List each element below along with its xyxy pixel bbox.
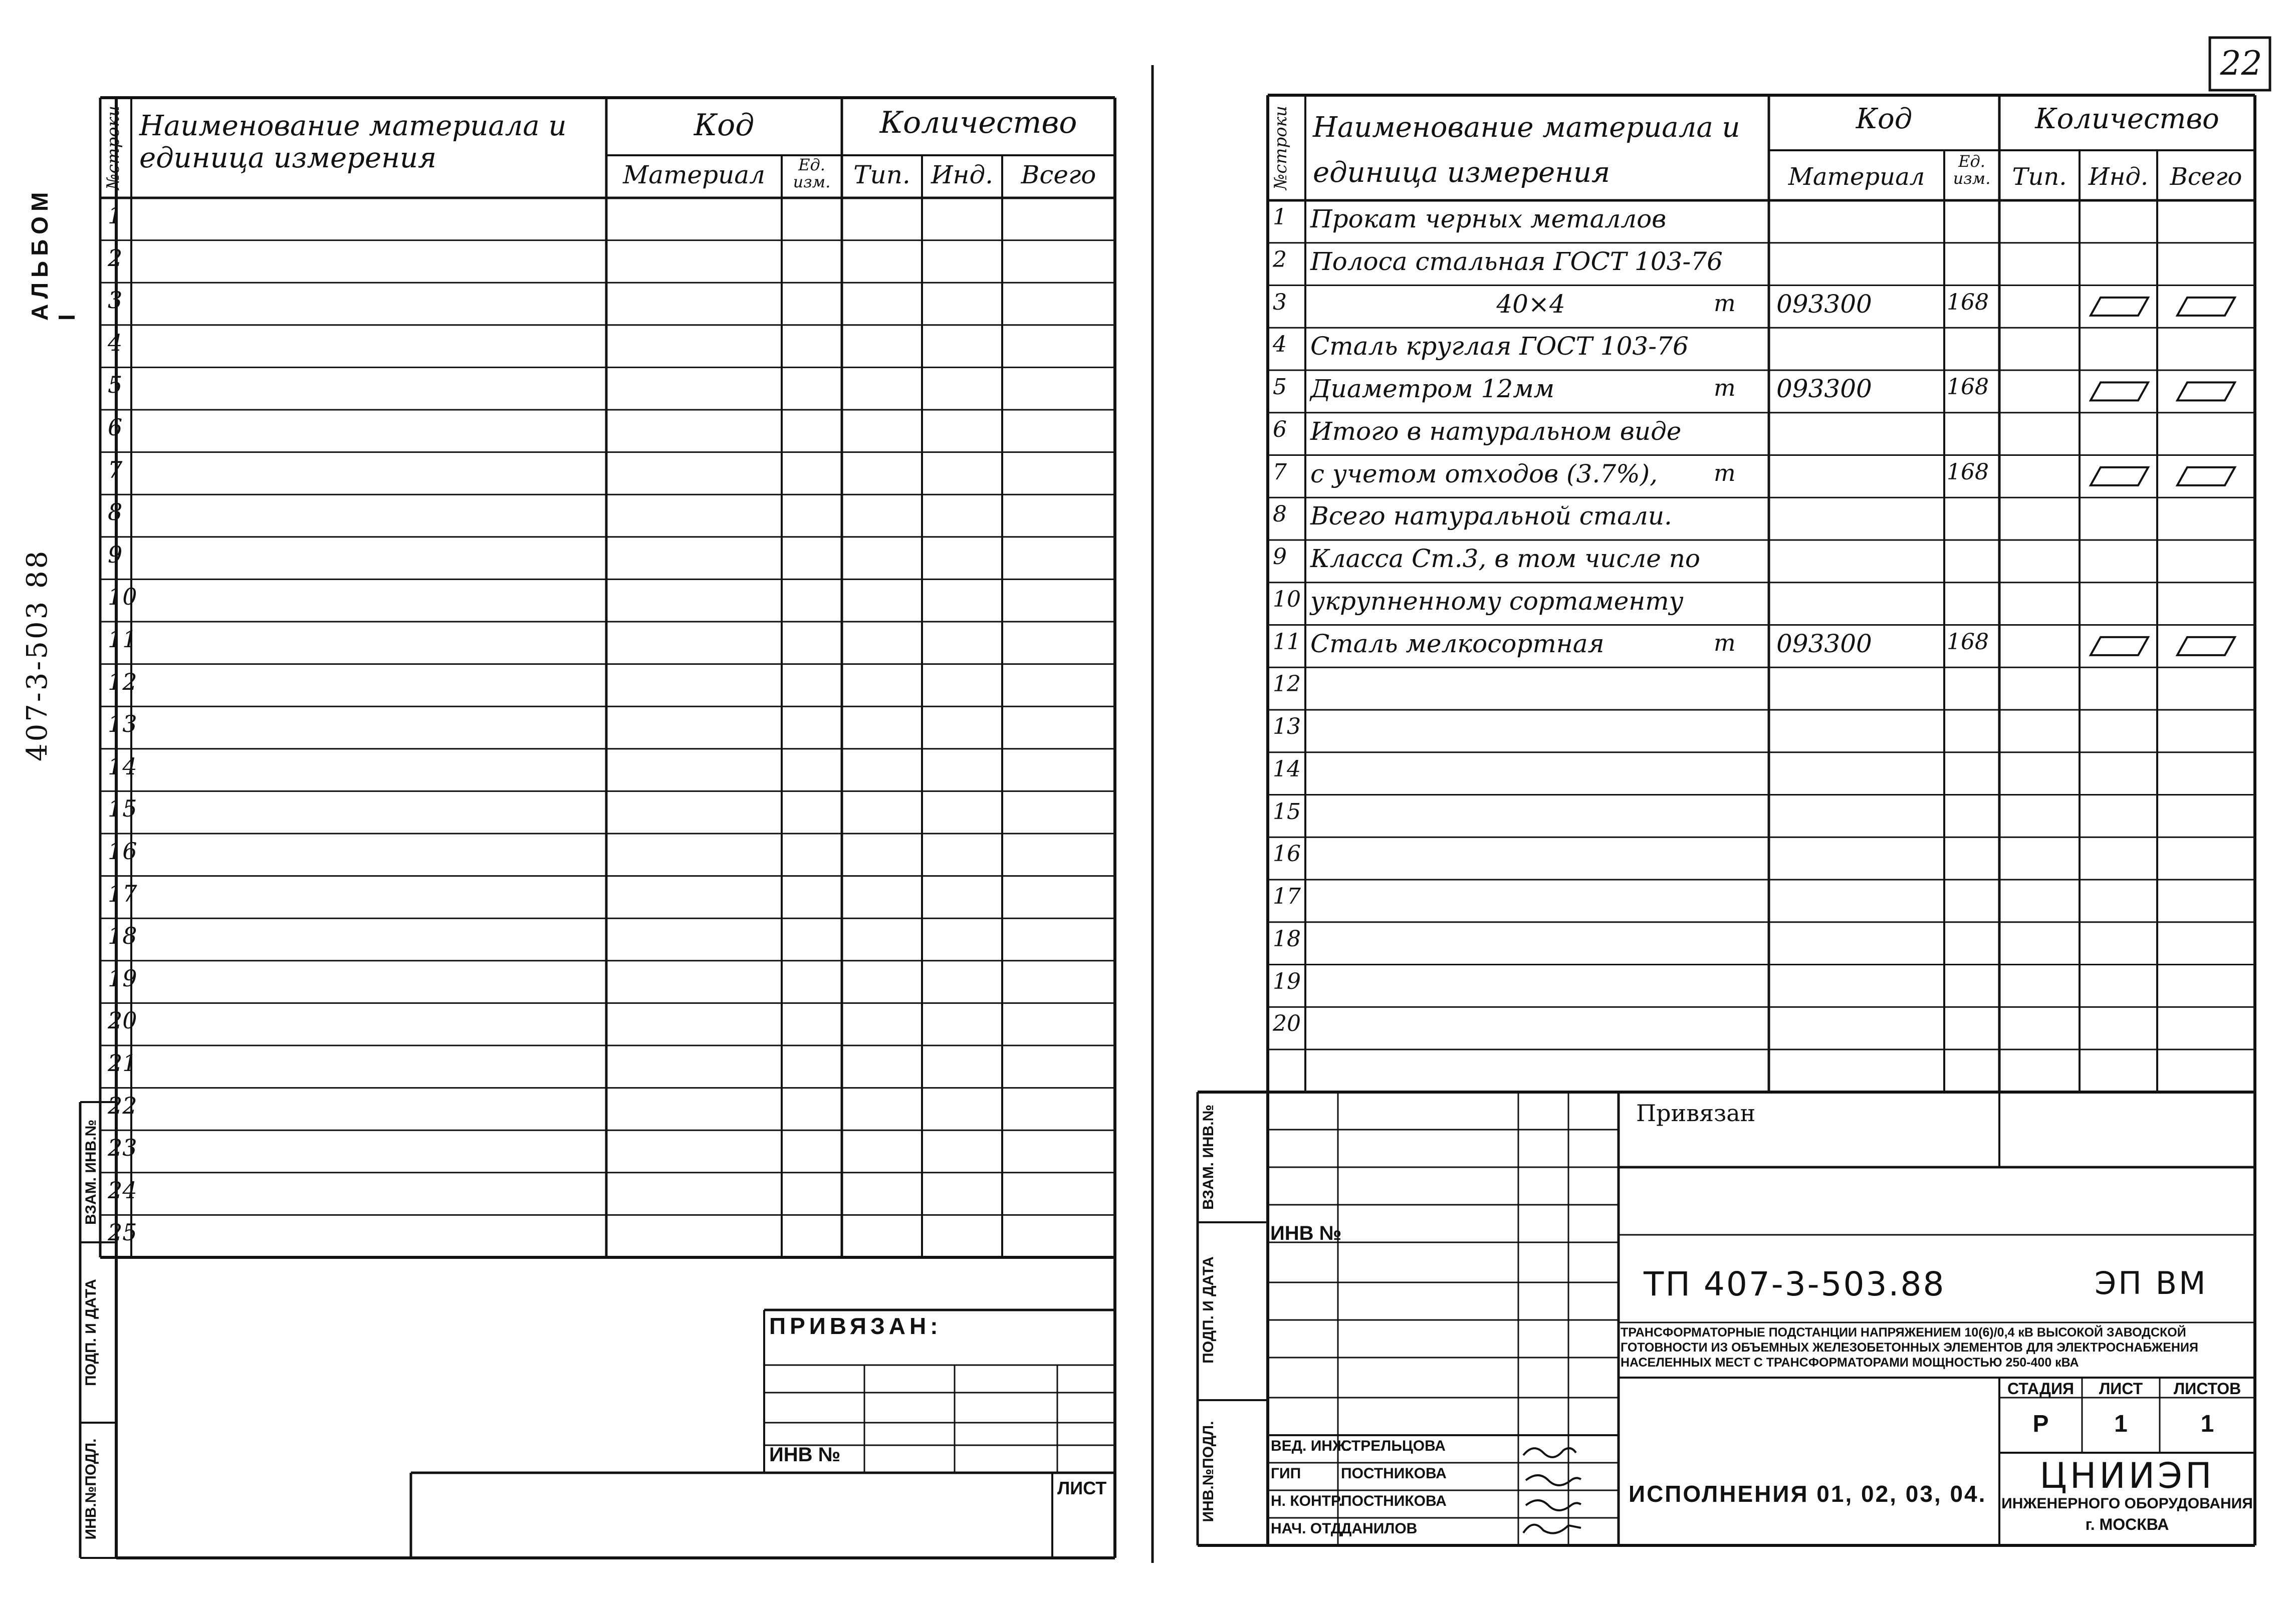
right-row-number: 7 [1273,459,1287,485]
title-stage: Р [2032,1411,2049,1437]
right-row-number: 12 [1273,671,1301,697]
right-row-material-code: 093300 [1776,374,1872,403]
left-row-number: 13 [108,710,137,738]
right-row-name: укрупненному сортаменту [1310,586,1684,616]
right-row-number: 3 [1273,289,1287,315]
right-row-number: 11 [1273,629,1301,655]
left-row-number: 14 [108,752,137,780]
right-row-name: Полоса стальная ГОСТ 103-76 [1310,246,1723,276]
title-sheets-label: ЛИСТОВ [2173,1380,2241,1398]
right-row-unit-code: 168 [1947,289,1989,315]
left-header-code: Код [694,108,755,143]
left-row-number: 24 [108,1176,137,1204]
right-row-number: 20 [1273,1011,1301,1037]
right-row-unit-symbol: т [1714,374,1736,401]
left-field-substitute-inv: ВЗАМ. ИНВ.№ [83,1119,99,1225]
left-header-ind: Инд. [931,160,994,189]
left-bound-label: ПРИВЯЗАН: [769,1313,942,1339]
title-versions: ИСПОЛНЕНИЯ 01, 02, 03, 04. [1629,1481,1987,1507]
right-row-name: 40×4 [1496,289,1565,319]
right-header-material: Материал [1788,163,1925,191]
title-sheet: 1 [2114,1411,2128,1437]
right-row-number: 2 [1273,246,1287,273]
right-header-total: Всего [2170,163,2242,191]
left-row-number: 25 [108,1219,137,1246]
left-row-number: 11 [108,626,137,653]
right-row-number: 1 [1273,204,1287,230]
right-row-unit-code: 168 [1947,374,1989,400]
left-header-name: Наименование материала и единица измерения [139,110,567,174]
right-row-material-code: 093300 [1776,289,1872,319]
title-org-sub: ИНЖЕНЕРНОГО ОБОРУДОВАНИЯ [2001,1495,2253,1512]
left-field-original-inv: ИНВ.№ПОДЛ. [83,1438,99,1540]
left-header-total: Всего [1021,160,1096,189]
right-row-number: 9 [1273,544,1287,570]
left-row-number: 21 [108,1049,137,1077]
left-header-unit: Ед. изм. [793,155,831,191]
right-row-name: Всего натуральной стали. [1310,501,1672,531]
left-row-number: 5 [108,371,123,399]
signature-role: НАЧ. ОТД. [1271,1520,1346,1537]
right-row-name: Сталь мелкосортная [1310,629,1604,658]
right-row-number: 15 [1273,798,1301,825]
right-row-number: 10 [1273,586,1301,612]
right-row-number: 8 [1273,501,1287,527]
right-row-number: 6 [1273,416,1287,442]
left-row-number: 23 [108,1134,137,1162]
right-header-typ: Тип. [2012,163,2067,191]
right-row-number: 18 [1273,926,1301,952]
left-row-number: 1 [108,202,123,229]
left-header-typ: Тип. [853,160,910,189]
right-header-row-no: №строки [1271,106,1291,190]
left-row-number: 3 [108,287,123,314]
left-row-number: 2 [108,244,123,272]
left-row-number: 19 [108,964,137,992]
left-row-number: 18 [108,922,137,950]
left-header-qty: Количество [879,105,1077,140]
left-header-row-no: №строки [103,106,123,190]
right-row-unit-symbol: т [1714,289,1736,317]
project-number: 407-3-503 88 [21,549,54,761]
signature-role: ГИП [1271,1465,1301,1482]
left-row-number: 20 [108,1007,137,1034]
right-row-name: Сталь круглая ГОСТ 103-76 [1310,332,1689,361]
left-sheet-label: ЛИСТ [1057,1478,1107,1498]
right-header-code: Код [1856,103,1913,135]
right-row-name: Класса Ст.3, в том числе по [1310,544,1701,573]
right-row-number: 19 [1273,968,1301,994]
right-header-ind: Инд. [2088,163,2149,191]
right-row-number: 13 [1273,714,1301,739]
right-row-material-code: 093300 [1776,629,1872,658]
title-sheets: 1 [2200,1411,2214,1437]
left-row-number: 17 [108,880,137,907]
title-code: ТП 407-3-503.88 [1644,1265,1946,1303]
right-field-original-inv: ИНВ.№ПОДЛ. [1200,1421,1217,1522]
title-sheet-label: ЛИСТ [2099,1380,2143,1398]
title-bound: Привязан [1636,1100,1756,1127]
right-row-name: с учетом отходов (3.7%), [1310,459,1658,488]
signature-role: Н. КОНТР. [1271,1493,1343,1509]
right-row-number: 4 [1273,332,1287,358]
left-row-number: 7 [108,456,123,483]
right-row-name: Прокат черных металлов [1310,204,1667,233]
right-field-substitute-inv: ВЗАМ. ИНВ.№ [1200,1104,1217,1210]
right-row-unit-code: 168 [1947,629,1989,655]
left-row-number: 12 [108,668,137,695]
title-org: ЦНИИЭП [2039,1455,2215,1496]
right-row-number: 17 [1273,884,1301,909]
signature-name: ДАНИЛОВ [1341,1520,1418,1537]
right-row-number: 5 [1273,374,1287,400]
page-number: 22 [2220,44,2262,83]
right-header-qty: Количество [2035,103,2219,135]
right-row-unit-code: 168 [1947,459,1989,485]
left-field-signature-date: ПОДП. И ДАТА [83,1279,99,1386]
left-row-number: 4 [108,329,123,356]
title-inv-no: ИНВ № [1270,1222,1342,1244]
right-row-unit-symbol: т [1714,459,1736,486]
left-row-number: 16 [108,838,137,865]
signature-role: ВЕД. ИНЖ. [1271,1438,1350,1454]
signature-name: СТРЕЛЬЦОВА [1341,1438,1446,1454]
right-header-name: Наименование материала и единица измерения [1313,111,1740,189]
signature-name: ПОСТНИКОВА [1341,1465,1447,1482]
left-inv-label: ИНВ № [769,1444,841,1466]
right-row-name: Диаметром 12мм [1310,374,1555,403]
left-row-number: 15 [108,795,137,823]
left-row-number: 22 [108,1092,137,1119]
right-header-unit: Ед. изм. [1953,152,1991,188]
right-field-signature-date: ПОДП. И ДАТА [1200,1256,1217,1364]
title-city: г. МОСКВА [2085,1515,2169,1533]
left-row-number: 6 [108,414,123,441]
title-stage-label: СТАДИЯ [2007,1380,2074,1398]
left-row-number: 10 [108,583,137,611]
left-row-number: 9 [108,541,123,568]
right-row-number: 14 [1273,756,1301,782]
title-description: ТРАНСФОРМАТОРНЫЕ ПОДСТАНЦИИ НАПРЯЖЕНИЕМ 10(6)/0,4 кВ ВЫСОКОЙ ЗАВОДСКОЙ ГОТОВНОСТИ ИЗ ОБЪЕМНЫХ ЖЕЛЕЗОБЕТОННЫХ ЭЛЕМЕНТОВ ДЛЯ ЭЛЕКТРОСНАБЖЕНИЯ НАСЕЛЕННЫХ МЕСТ С ТРАНСФОРМАТОРАМИ МОЩНОСТЬЮ 250-400 кВА [1621,1325,2198,1370]
right-row-name: Итого в натуральном виде [1310,416,1682,446]
album-label: АЛЬБОМ I [27,187,80,321]
signature-name: ПОСТНИКОВА [1341,1493,1447,1509]
left-header-material: Материал [623,160,765,189]
right-row-unit-symbol: т [1714,629,1736,656]
title-mark: ЭП ВМ [2095,1265,2208,1301]
left-row-number: 8 [108,498,123,526]
right-row-number: 16 [1273,841,1301,867]
